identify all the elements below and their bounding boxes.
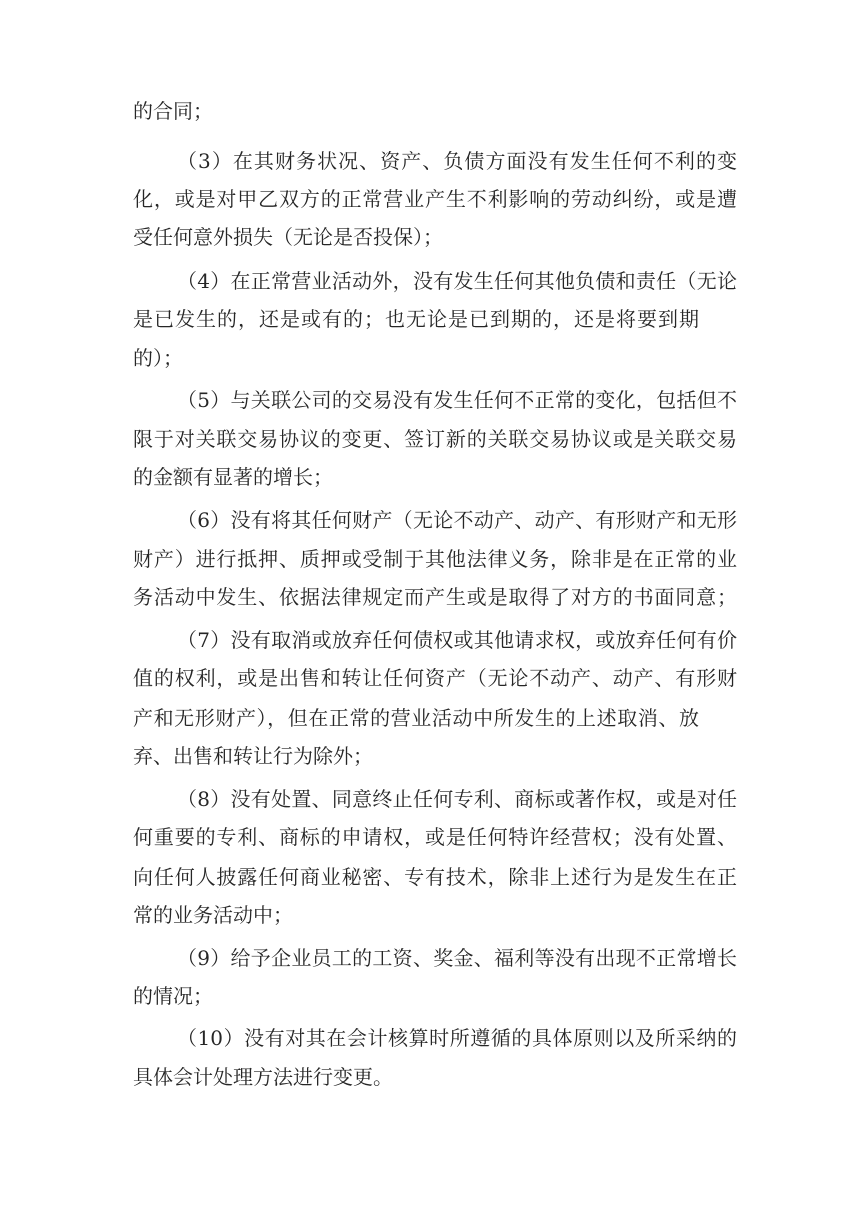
clause-5-line-1: （5）与关联公司的交易没有发生任何不正常的变化，包括但不 — [177, 388, 737, 412]
clause-7-line-2: 值的权利，或是出售和转让任何资产（无论不动产、动产、有形财 — [133, 666, 737, 690]
clause-7-line-4: 弃、出售和转让行为除外； — [133, 744, 373, 768]
clause-9-line-2: 的情况； — [133, 984, 213, 1008]
clause-8-line-4: 常的业务活动中； — [133, 903, 293, 927]
clause-6-line-1: （6）没有将其任何财产（无论不动产、动产、有形财产和无形 — [177, 508, 737, 532]
clause-8-line-3: 向任何人披露任何商业秘密、专有技术，除非上述行为是发生在正 — [133, 865, 737, 889]
clause-4-line-2: 是已发生的，还是或有的；也无论是已到期的，还是将要到期 — [133, 307, 699, 331]
clause-9-line-1: （9）给予企业员工的工资、奖金、福利等没有出现不正常增长 — [177, 946, 737, 970]
clause-4-line-1: （4）在正常营业活动外，没有发生任何其他负债和责任（无论 — [177, 269, 737, 293]
clause-6-line-3: 务活动中发生、依据法律规定而产生或是取得了对方的书面同意； — [133, 585, 737, 609]
clause-6-line-2: 财产）进行抵押、质押或受制于其他法律义务，除非是在正常的业 — [133, 547, 737, 571]
clause-7-line-1: （7）没有取消或放弃任何债权或其他请求权，或放弃任何有价 — [177, 628, 737, 652]
clause-10-line-2: 具体会计处理方法进行变更。 — [133, 1065, 393, 1089]
clause-4-line-3: 的）； — [133, 346, 183, 370]
clause-5-line-3: 的金额有显著的增长； — [133, 465, 333, 489]
clause-3-line-1: （3）在其财务状况、资产、负债方面没有发生任何不利的变 — [177, 149, 737, 173]
clause-3-line-2: 化，或是对甲乙双方的正常营业产生不利影响的劳动纠纷，或是遭 — [133, 187, 737, 211]
clause-8-line-1: （8）没有处置、同意终止任何专利、商标或著作权，或是对任 — [177, 787, 737, 811]
clause-7-line-3: 产和无形财产），但在正常的营业活动中所发生的上述取消、放 — [133, 706, 699, 730]
clause-8-line-2: 何重要的专利、商标的申请权，或是任何特许经营权；没有处置、 — [133, 825, 737, 849]
clause-10-line-1: （10）没有对其在会计核算时所遵循的具体原则以及所采纳的 — [177, 1026, 737, 1050]
clause-3-line-3: 受任何意外损失（无论是否投保）； — [133, 225, 443, 249]
text-line: 的合同； — [133, 99, 213, 123]
clause-5-line-2: 限于对关联交易协议的变更、签订新的关联交易协议或是关联交易 — [133, 427, 737, 451]
